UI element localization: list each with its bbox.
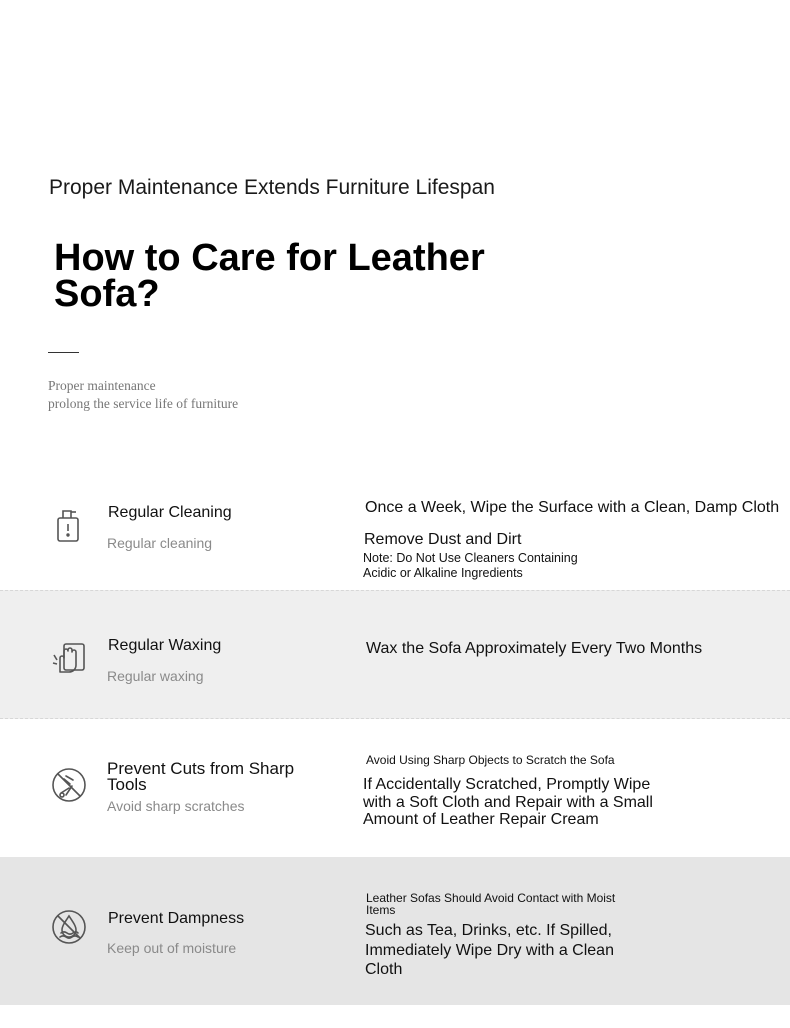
- lead-line-2: prolong the service life of furniture: [48, 396, 239, 411]
- tip-detail: Wax the Sofa Approximately Every Two Months: [366, 640, 703, 657]
- tip-prevent-dampness: [0, 857, 790, 1005]
- tip-name: Regular Cleaning: [108, 504, 232, 521]
- tip-regular-cleaning: [0, 482, 790, 590]
- tip-regular-waxing: [0, 590, 790, 719]
- tip-name: Prevent Dampness: [108, 910, 245, 927]
- tip-subtitle: Keep out of moisture: [107, 940, 237, 956]
- tip-note: Note: Do Not Use Cleaners Containing: [363, 551, 578, 565]
- lead-line-1: Proper maintenance: [48, 378, 156, 393]
- tip-subtitle: Avoid sharp scratches: [107, 798, 245, 814]
- tip-prevent-cuts: [0, 717, 790, 857]
- no-moisture-icon: [50, 908, 88, 946]
- page-title: How to Care for Leather Sofa?: [54, 237, 485, 315]
- tip-detail: Leather Sofas Should Avoid Contact with Moist Items: [366, 891, 616, 917]
- tip-detail: If Accidentally Scratched, Promptly Wipe with a Soft Cloth and Repair with a Small Amount of Leather Repair Cream: [363, 776, 653, 828]
- hand-wiping-icon: [50, 639, 88, 677]
- tip-subtitle: Regular waxing: [107, 668, 204, 684]
- lead-text: [48, 377, 308, 413]
- tip-subtitle: Regular cleaning: [107, 535, 213, 551]
- tip-detail: Such as Tea, Drinks, etc. If Spilled, Immediately Wipe Dry with a Clean Cloth: [365, 922, 614, 978]
- tip-detail: Avoid Using Sharp Objects to Scratch the Sofa: [366, 753, 615, 767]
- tip-name: Regular Waxing: [108, 637, 222, 654]
- tip-detail: Once a Week, Wipe the Surface with a Clean, Damp Cloth: [365, 499, 780, 516]
- page-subheading: Proper Maintenance Extends Furniture Lifespan: [49, 176, 495, 199]
- no-sharp-tools-icon: [50, 766, 88, 804]
- title-divider: [48, 352, 79, 353]
- tip-note: Acidic or Alkaline Ingredients: [363, 566, 523, 580]
- tip-detail: Remove Dust and Dirt: [364, 531, 522, 548]
- tip-name: Prevent Cuts from Sharp Tools: [107, 759, 295, 794]
- spray-bottle-icon: [50, 506, 88, 544]
